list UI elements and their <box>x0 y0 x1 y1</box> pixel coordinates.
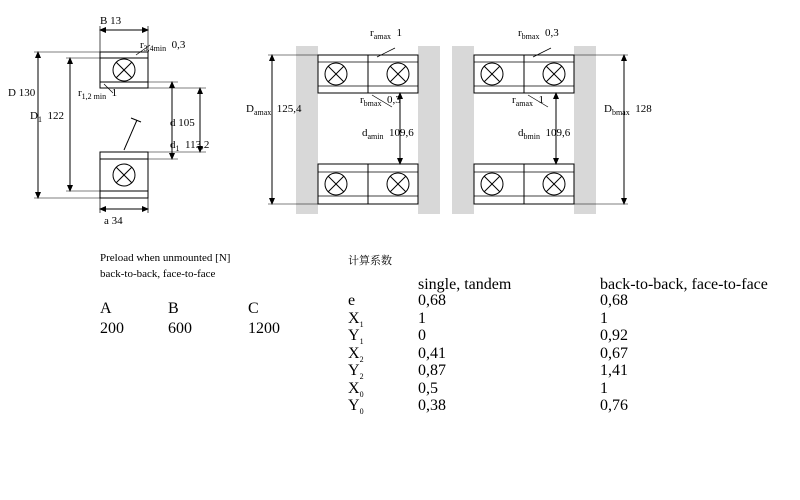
factor-name: e <box>348 292 356 309</box>
factor-name: $Y_2$ <box>348 362 364 382</box>
factor-value-btb: 0,76 <box>600 397 628 414</box>
dim-label-r12min: $r_{1,2 min}$ 1 <box>78 87 118 102</box>
preload-value-C: 1200 <box>248 320 280 337</box>
factor-value-single: 0,41 <box>418 344 446 362</box>
dim-label-d: d 105 <box>170 117 195 129</box>
factor-value-single: 0,38 <box>418 397 446 414</box>
factor-value-btb: 1,41 <box>600 362 628 379</box>
dim-label-ramax-mid: $r_{amax}$ 1 <box>512 94 544 109</box>
factor-value-single: 0,87 <box>418 362 446 379</box>
preload-value-A: 200 <box>100 320 124 337</box>
factor-value-single: 1 <box>418 309 426 327</box>
factors-header-single: single, tandem <box>418 276 512 293</box>
dim-label-damin: $d_{amin}$ 109,6 <box>362 127 414 142</box>
factor-name: $X_1$ <box>348 309 364 329</box>
dim-label-ramax-top: $r_{amax}$ 1 <box>370 27 402 42</box>
factor-value-btb: 0,92 <box>600 327 628 344</box>
dim-label-Damax: $D_{amax}$ 125,4 <box>246 103 302 118</box>
factor-value-single: 0,5 <box>418 379 438 397</box>
factor-value-btb: 1 <box>600 379 608 397</box>
dim-label-rbmax-mid: $r_{bmax}$ 0,3 <box>360 94 401 109</box>
factor-name: $X_0$ <box>348 379 364 399</box>
preload-table <box>100 252 230 280</box>
preload-col-B: B <box>168 300 179 317</box>
preload-table-subtitle: back-to-back, face-to-face <box>100 268 216 280</box>
dim-label-Dbmax: $D_{bmax}$ 128 <box>604 103 652 118</box>
factor-name: $X_2$ <box>348 344 364 364</box>
factors-header-btb: back-to-back, face-to-face <box>600 276 768 293</box>
factor-value-btb: 0,68 <box>600 292 628 309</box>
dim-label-B: B 13 <box>100 15 122 27</box>
dim-label-dbmin: $d_{bmin}$ 109,6 <box>518 127 571 142</box>
factor-value-single: 0,68 <box>418 292 446 309</box>
dim-label-d1: $d_1$ 113,2 <box>170 139 210 154</box>
dim-label-D: D 130 <box>8 87 36 99</box>
factors-table-title: 计算系数 <box>348 255 392 267</box>
factor-value-btb: 0,67 <box>600 344 628 362</box>
dim-label-rbmax-top: $r_{bmax}$ 0,3 <box>518 27 559 42</box>
dim-label-a: a 34 <box>104 215 123 227</box>
preload-value-B: 600 <box>168 320 192 337</box>
factor-name: $Y_0$ <box>348 397 364 417</box>
factor-value-single: 0 <box>418 327 426 344</box>
dim-label-r34min: $r_{3,4min}$ 0,3 <box>140 39 186 54</box>
paired-bearing-section <box>268 46 628 214</box>
preload-table-title: Preload when unmounted [N] <box>100 252 231 264</box>
factor-name: $Y_1$ <box>348 327 364 347</box>
preload-col-C: C <box>248 300 259 317</box>
factor-value-btb: 1 <box>600 309 608 327</box>
preload-col-A: A <box>100 300 112 317</box>
dim-label-D1: $D_1$ 122 <box>30 110 64 125</box>
